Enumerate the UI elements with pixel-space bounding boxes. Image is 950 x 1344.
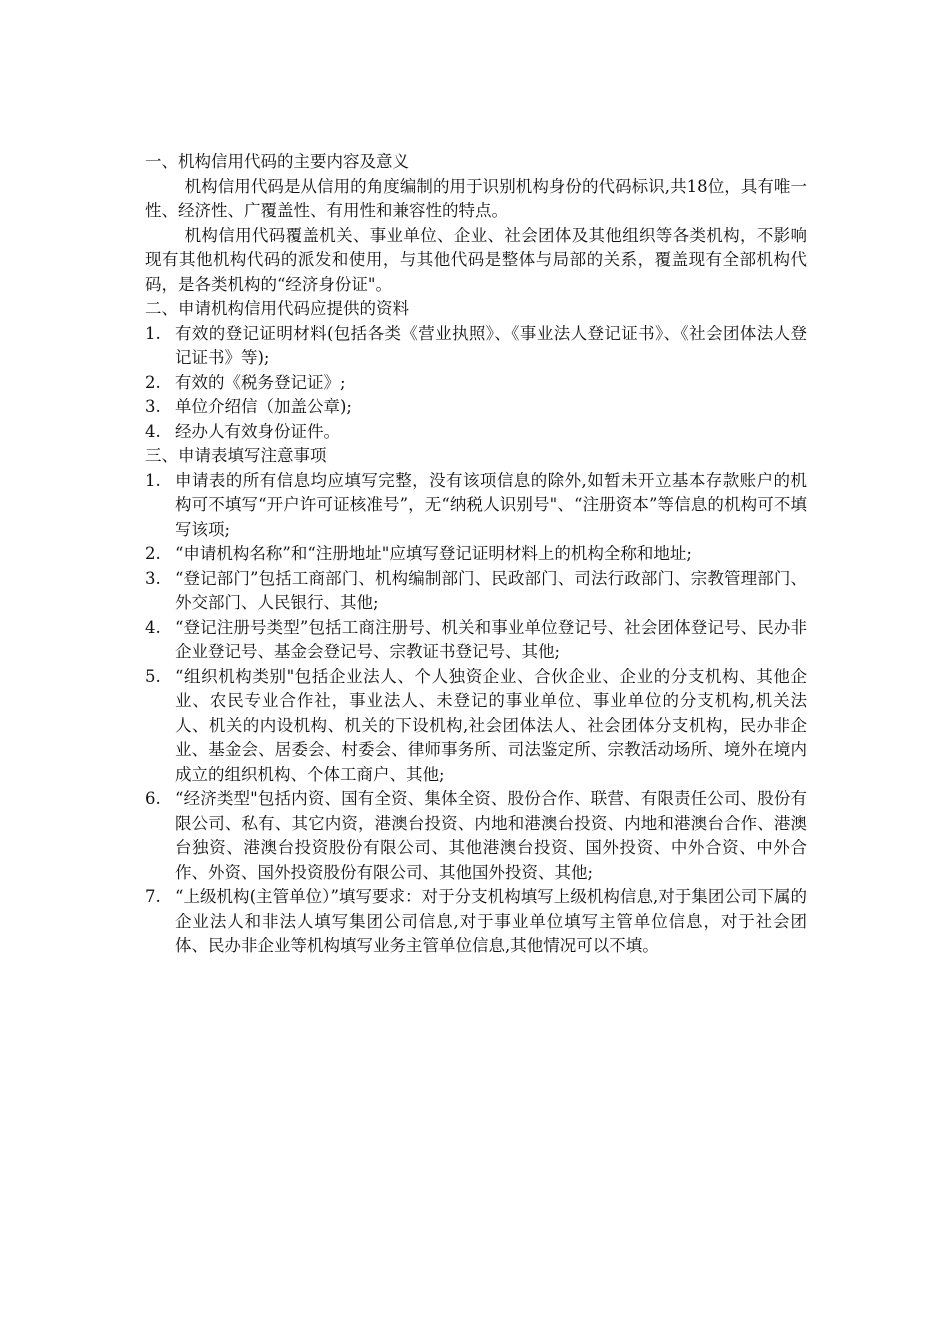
document-body xyxy=(145,150,807,959)
section-2-item xyxy=(145,420,807,445)
item-number: 2. xyxy=(145,544,161,563)
item-number: 5. xyxy=(145,666,161,686)
item-text: “经济类型"包括内资、国有全资、集体全资、股份合作、联营、有限责任公司、股份有限公司、私有、其它内资，港澳台投资、内地和港澳台投资、内地和港澳台合作、港澳台独资、港澳台投资股份有限公司、其他港澳台投资、国外投资、中外合资、中外合作、外资、国外投资股份有限公司、其他国外投资、其他; xyxy=(175,789,807,882)
item-text: “组织机构类别"包括企业法人、个人独资企业、合伙企业、企业的分支机构、其他企业、农民专业合作社，事业法人、未登记的事业单位、事业单位的分支机构,机关法人、机关的内设机构、机关的下设机构,社会团体法人、社会团体分支机构，民办非企业、基金会、居委会、村委会、律师事务所、司法鉴定所、宗教活动场所、境外在境内成立的组织机构、个体工商户、其他; xyxy=(175,666,807,784)
section-3-item xyxy=(145,885,807,959)
item-text: “申请机构名称”和“注册地址"应填写登记证明材料上的机构全称和地址; xyxy=(175,544,692,563)
section-3-item xyxy=(145,542,807,567)
item-text: 有效的《税务登记证》; xyxy=(175,372,346,392)
item-text: 有效的登记证明材料(包括各类《营业执照》、《事业法人登记证书》、《社会团体法人登记证书》等); xyxy=(175,323,807,367)
section-1-heading: 一、机构信用代码的主要内容及意义 xyxy=(145,152,409,171)
item-text: “登记部门”包括工商部门、机构编制部门、民政部门、司法行政部门、宗教管理部门、外交部门、人民银行、其他; xyxy=(175,568,807,612)
section-3-item xyxy=(145,469,807,543)
section-3-item xyxy=(145,616,807,665)
section-2-item xyxy=(145,395,807,420)
item-text: 单位介绍信（加盖公章); xyxy=(175,397,352,416)
item-text: “上级机构(主管单位）”填写要求：对于分支机构填写上级机构信息,对于集团公司下属的企业法人和非法人填写集团公司信息,对于事业单位填写主管单位信息，对于社会团体、民办非企业等机构填写业务主管单位信息,其他情况可以不填。 xyxy=(175,887,807,955)
item-number: 3. xyxy=(145,397,161,416)
section-3-item xyxy=(145,787,807,885)
item-text: 经办人有效身份证件。 xyxy=(175,421,340,441)
section-2-item xyxy=(145,371,807,396)
item-number: 2. xyxy=(145,372,161,392)
item-number: 7. xyxy=(145,887,161,906)
section-3-item xyxy=(145,665,807,788)
section-2-item xyxy=(145,322,807,371)
item-number: 4. xyxy=(145,421,161,441)
item-text: “登记注册号类型”包括工商注册号、机关和事业单位登记号、社会团体登记号、民办非企业登记号、基金会登记号、宗教证书登记号、其他; xyxy=(175,617,807,661)
item-number: 6. xyxy=(145,789,161,808)
section-1-paragraph-1: 机构信用代码是从信用的角度编制的用于识别机构身份的代码标识,共18位，具有唯一性、经济性、广覆盖性、有用性和兼容性的特点。 xyxy=(145,176,807,220)
item-number: 4. xyxy=(145,617,161,637)
item-text: 申请表的所有信息均应填写完整，没有该项信息的除外,如暂未开立基本存款账户的机构可不填写“开户许可证核准号”，无“纳税人识别号"、“注册资本”等信息的机构可不填写该项; xyxy=(175,470,807,539)
item-number: 3. xyxy=(145,568,161,588)
item-number: 1. xyxy=(145,323,161,343)
section-2-heading: 二、申请机构信用代码应提供的资料 xyxy=(145,299,409,318)
section-3-item xyxy=(145,567,807,616)
section-1-paragraph-2: 机构信用代码覆盖机关、事业单位、企业、社会团体及其他组织等各类机构，不影响现有其他机构代码的派发和使用，与其他代码是整体与局部的关系，覆盖现有全部机构代码，是各类机构的“经济身份证"。 xyxy=(145,225,807,294)
section-3-heading: 三、申请表填写注意事项 xyxy=(145,446,327,465)
item-number: 1. xyxy=(145,470,161,490)
